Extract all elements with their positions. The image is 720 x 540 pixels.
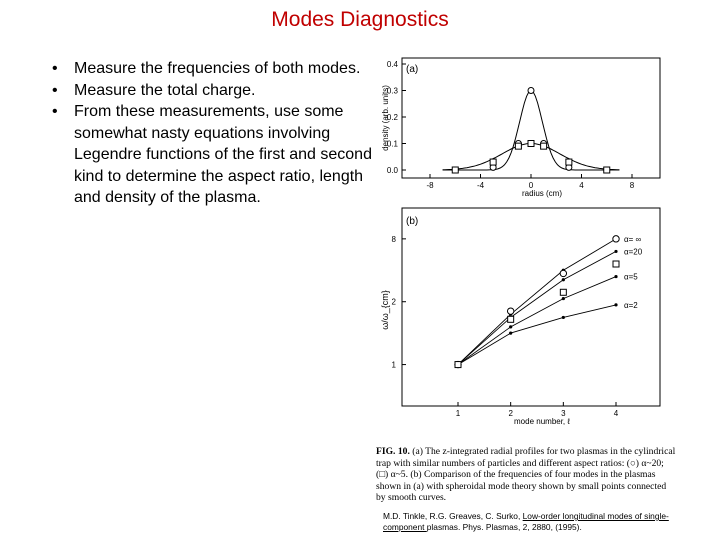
panel-b-series-dot — [614, 275, 617, 278]
panel-a-point-square — [515, 143, 521, 149]
panel-b-plot — [455, 236, 619, 368]
panel-b-point-circle — [507, 308, 513, 314]
panel-b-y-tick-label: 2 — [391, 297, 396, 307]
bullet-item: • Measure the total charge. — [52, 80, 372, 102]
panel-b-axis — [392, 235, 619, 418]
panel-b-ylabel: ω/ω_{cm} — [380, 290, 390, 330]
bullet-item: • From these measurements, use some somewhat nasty equations involving Legendre functions of the first and second kind to determine the aspect ratio, length and density of the plasma. — [52, 101, 372, 209]
panel-b-series-dot — [562, 278, 565, 281]
panel-a-y-tick-label: 0.3 — [386, 86, 398, 96]
panel-a-x-tick-label: 8 — [629, 181, 635, 190]
panel-b-series-dot — [614, 303, 617, 306]
panel-a-xlabel: radius (cm) — [521, 189, 563, 198]
panel-b-x-tick-label: 1 — [455, 409, 461, 418]
bullet-list — [52, 58, 372, 209]
panel-a-x-tick-label: -8 — [426, 181, 434, 190]
panel-b-legend-label: α=5 — [624, 272, 638, 282]
panel-b-series-dot — [562, 297, 565, 300]
panel-a-y-tick-label: 0.0 — [386, 166, 398, 175]
panel-a-y-tick-label: 0.1 — [386, 139, 398, 149]
panel-b-point-circle — [560, 270, 566, 276]
panel-b-y-tick-label: 8 — [391, 234, 396, 244]
panel-a-frame — [402, 58, 660, 178]
panel-a-point-square — [566, 159, 572, 165]
panel-b-legend — [624, 235, 643, 310]
panel-b-point-square — [508, 316, 514, 322]
panel-b-series-dot — [509, 332, 512, 335]
panel-b-xlabel: mode number, ℓ — [514, 417, 570, 426]
panel-a-curve-alpha20 — [443, 91, 620, 171]
panel-b-series-line — [458, 239, 616, 365]
panel-a-curve-alpha5 — [443, 144, 620, 170]
panel-b-x-tick-label: 3 — [561, 409, 566, 418]
panel-b-x-tick-label: 2 — [508, 409, 513, 418]
panel-a-plot — [443, 88, 620, 174]
figure-caption — [376, 446, 676, 504]
reference — [383, 511, 683, 533]
reference-rest: plasmas. Phys. Plasmas, 2, 2880, (1995). — [426, 522, 582, 532]
caption-lead: FIG. 10. — [376, 446, 410, 457]
panel-a-x-tick-label: -4 — [476, 181, 485, 190]
bullet-item: • Measure the frequencies of both modes. — [52, 58, 372, 80]
reference-link[interactable]: Low-order longitudinal modes of single-component — [383, 511, 669, 532]
reference-authors: M.D. Tinkle, R.G. Greaves, C. Surko, — [383, 511, 523, 521]
panel-b-legend-label: α= ∞ — [624, 234, 642, 244]
panel-b-series-dot — [614, 250, 617, 253]
panel-a-y-tick-label: 0.2 — [386, 113, 398, 122]
panel-b-point-square — [560, 289, 566, 295]
panel-a-x-tick-label: 4 — [579, 181, 584, 190]
panel-b-series-line — [458, 305, 616, 365]
panel-b-legend-label: α=20 — [624, 247, 643, 257]
panel-b-point-square — [455, 362, 461, 368]
panel-a-point-circle — [528, 88, 534, 94]
panel-a-point-square — [604, 167, 610, 173]
figure — [370, 48, 670, 443]
panel-b-point-circle — [613, 236, 619, 242]
slide-title: Modes Diagnostics — [271, 8, 449, 31]
panel-b-x-tick-label: 4 — [613, 409, 619, 418]
panel-b-series-dot — [509, 325, 512, 328]
caption-text: (a) The z-integrated radial profiles for two plasmas in the cylindrical trap with similar numbers of particles and different aspect ratios: (○) α~20; (□) α~5. (b) Comparison of the frequencies of four modes in the plasmas shown in (a) with spheroidal mode theory shown by small points connected by smooth curves. — [376, 446, 676, 504]
panel-a-ylabel: density (arb. units) — [381, 85, 390, 151]
panel-b-series-dot — [562, 316, 565, 319]
panel-b-series-line — [458, 277, 616, 365]
panel-a-point-square — [541, 143, 547, 149]
panel-a-point-square — [452, 167, 458, 173]
panel-b-point-square — [613, 261, 619, 267]
panel-b-y-tick-label: 1 — [391, 360, 396, 370]
panel-a-label: (a) — [406, 64, 419, 75]
panel-a-point-square — [490, 159, 496, 165]
panel-a-point-square — [528, 141, 534, 147]
panel-b-legend-label: α=2 — [624, 300, 638, 310]
panel-b-label: (b) — [406, 216, 419, 227]
panel-b-frame — [402, 208, 660, 406]
panel-a-y-tick-label: 0.4 — [386, 60, 398, 69]
panel-a-x-tick-label: 0 — [528, 181, 534, 190]
